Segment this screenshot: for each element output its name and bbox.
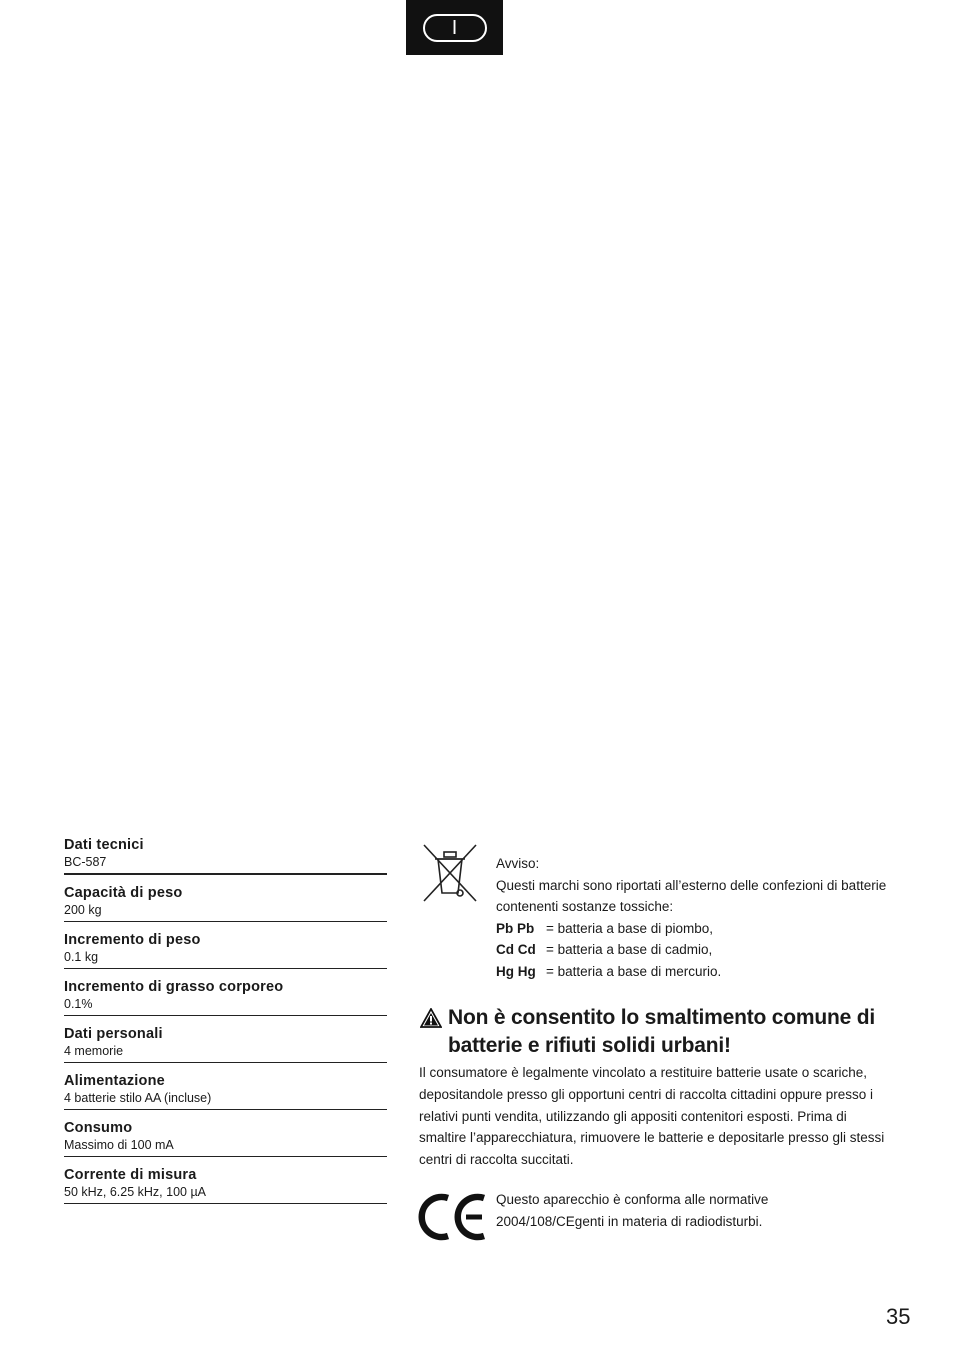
spec-row — [64, 931, 387, 969]
warning-title: Non è consentito lo smaltimento comune di batterie e rifiuti solidi urbani! — [448, 1006, 876, 1057]
spec-label: Consumo — [64, 1120, 133, 1136]
spec-label: Corrente di misura — [64, 1167, 197, 1183]
chemical-symbol: Hg Hg — [496, 963, 536, 979]
spec-row — [64, 978, 387, 1016]
spec-row — [64, 884, 387, 922]
warning-body: Il consumatore è legalmente vincolato a restituire batterie usate o scariche, depositandole presso gli opportuni centri di raccolta cittadini oppure presso i relativi punti vendita, utilizzando gli appositi contenitori esposti. Prima di smaltire l’apparecchiatura, rimuovere le batterie e depositarle presso gli stessi centri di raccolta succitati. — [419, 1065, 885, 1168]
technical-specs — [64, 836, 387, 1213]
battery-notice — [496, 853, 896, 982]
spec-value: 4 memorie — [64, 1044, 124, 1058]
page-number: 35 — [886, 1304, 911, 1329]
notice-heading: Avviso: — [496, 856, 540, 871]
language-tab — [406, 0, 503, 55]
spec-row — [64, 1166, 387, 1204]
spec-row — [64, 836, 387, 875]
chemical-desc: = batteria a base di piombo, — [546, 920, 713, 936]
spec-value: 0.1% — [64, 997, 93, 1011]
spec-label: Incremento di grasso corporeo — [64, 979, 284, 995]
spec-value: 4 batterie stilo AA (incluse) — [64, 1091, 212, 1105]
spec-row — [64, 1119, 387, 1157]
spec-label: Dati tecnici — [64, 837, 144, 853]
chemical-row — [496, 961, 896, 983]
spec-row — [64, 1025, 387, 1063]
chemical-row — [496, 939, 896, 961]
spec-row — [64, 1072, 387, 1110]
spec-label: Incremento di peso — [64, 932, 201, 948]
spec-label: Alimentazione — [64, 1073, 165, 1089]
spec-value: BC-587 — [64, 855, 107, 869]
chemical-desc: = batteria a base di cadmio, — [546, 942, 713, 957]
language-tab-label: I — [423, 14, 487, 42]
chemical-symbol: Pb Pb — [496, 920, 535, 936]
crossed-bin-icon — [420, 843, 480, 903]
notice-text: Questi marchi sono riportati all’esterno delle confezioni di batterie contenenti sostanze tossiche: — [496, 877, 887, 914]
spec-label: Dati personali — [64, 1026, 163, 1042]
ce-mark-icon — [418, 1192, 488, 1242]
spec-value: 200 kg — [64, 903, 102, 917]
warning-icon — [420, 1008, 442, 1028]
spec-value: 50 kHz, 6.25 kHz, 100 µA — [64, 1185, 206, 1199]
chemical-row — [496, 918, 896, 940]
chemical-symbol: Cd Cd — [496, 942, 536, 957]
ce-compliance-text: Questo aparecchio è conforma alle normative 2004/108/CEgenti in materia di radiodisturbi. — [496, 1192, 769, 1229]
spec-value: 0.1 kg — [64, 950, 99, 964]
spec-value: Massimo di 100 mA — [64, 1138, 174, 1152]
warning-header — [420, 1004, 890, 1060]
spec-label: Capacità di peso — [64, 885, 183, 901]
chemical-desc: = batteria a base di mercurio. — [546, 963, 722, 979]
